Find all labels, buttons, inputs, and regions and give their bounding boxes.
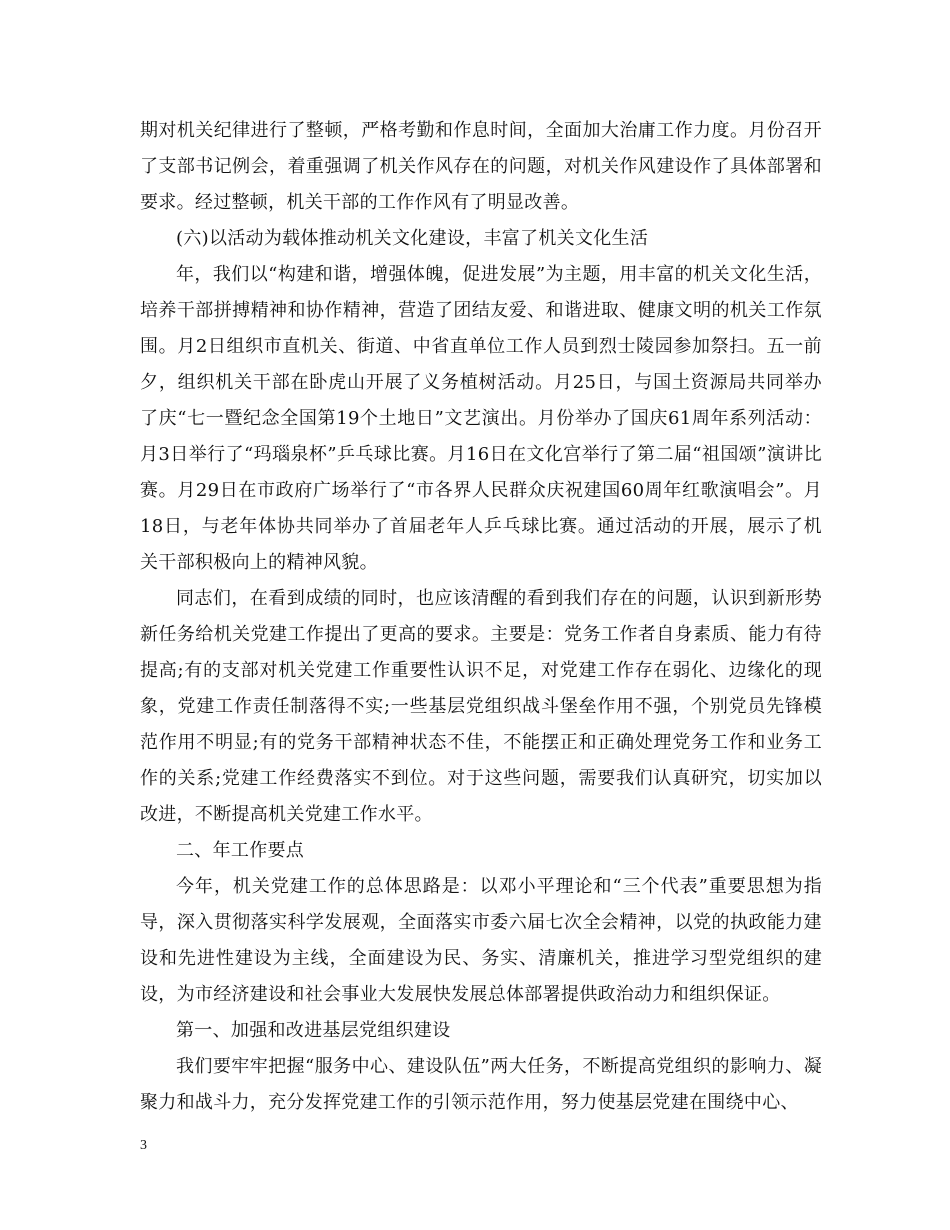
paragraph: 今年，机关党建工作的总体思路是：以邓小平理论和“三个代表”重要思想为指导，深入贯彻落实科学发展观，全面落实市委六届七次全会精神，以党的执政能力建设和先进性建设为主线，全面建设为民、务实、清廉机关，推进学习型党组织的建设，为市经济建设和社会事业大发展快发展总体部署提供政治动力和组织保证。 bbox=[140, 876, 822, 1005]
paragraph: 期对机关纪律进行了整顿，严格考勤和作息时间，全面加大治庸工作力度。月份召开了支部书记例会，着重强调了机关作风存在的问题，对机关作风建设作了具体部署和要求。经过整顿，机关干部的工作作风有了明显改善。 bbox=[140, 120, 822, 213]
section-heading: 第一、加强和改进基层党组织建设 bbox=[176, 1020, 451, 1041]
document-body bbox=[140, 113, 822, 1121]
paragraph: 年，我们以“构建和谐，增强体魄，促进发展”为主题，用丰富的机关文化生活，培养干部拼搏精神和协作精神，营造了团结友爱、和谐进取、健康文明的机关工作氛围。月2日组织市直机关、街道、中省直单位工作人员到烈士陵园参加祭扫。五一前夕，组织机关干部在卧虎山开展了义务植树活动。月25日，与国土资源局共同举办了庆“七一暨纪念全国第19个土地日”文艺演出。月份举办了国庆61周年系列活动：月3日举行了“玛瑙泉杯”乒乓球比赛。月16日在文化宫举行了第二届“祖国颂”演讲比赛。月29日在市政府广场举行了“市各界人民群众庆祝建国60周年红歌演唱会”。月18日，与老年体协共同举办了首届老年人乒乓球比赛。通过活动的开展，展示了机关干部积极向上的精神风貌。 bbox=[140, 264, 822, 573]
section-heading: 二、年工作要点 bbox=[176, 840, 305, 861]
section-heading: (六)以活动为载体推动机关文化建设，丰富了机关文化生活 bbox=[176, 228, 649, 249]
page-number: 3 bbox=[140, 1138, 147, 1153]
paragraph: 同志们，在看到成绩的同时，也应该清醒的看到我们存在的问题，认识到新形势新任务给机关党建工作提出了更高的要求。主要是：党务工作者自身素质、能力有待提高;有的支部对机关党建工作重要性认识不足，对党建工作存在弱化、边缘化的现象，党建工作责任制落得不实;一些基层党组织战斗堡垒作用不强，个别党员先锋模范作用不明显;有的党务干部精神状态不佳，不能摆正和正确处理党务工作和业务工作的关系;党建工作经费落实不到位。对于这些问题，需要我们认真研究，切实加以改进，不断提高机关党建工作水平。 bbox=[140, 588, 822, 825]
paragraph: 我们要牢牢把握“服务中心、建设队伍”两大任务，不断提高党组织的影响力、凝聚力和战斗力，充分发挥党建工作的引领示范作用，努力使基层党建在围绕中心、 bbox=[140, 1056, 822, 1113]
